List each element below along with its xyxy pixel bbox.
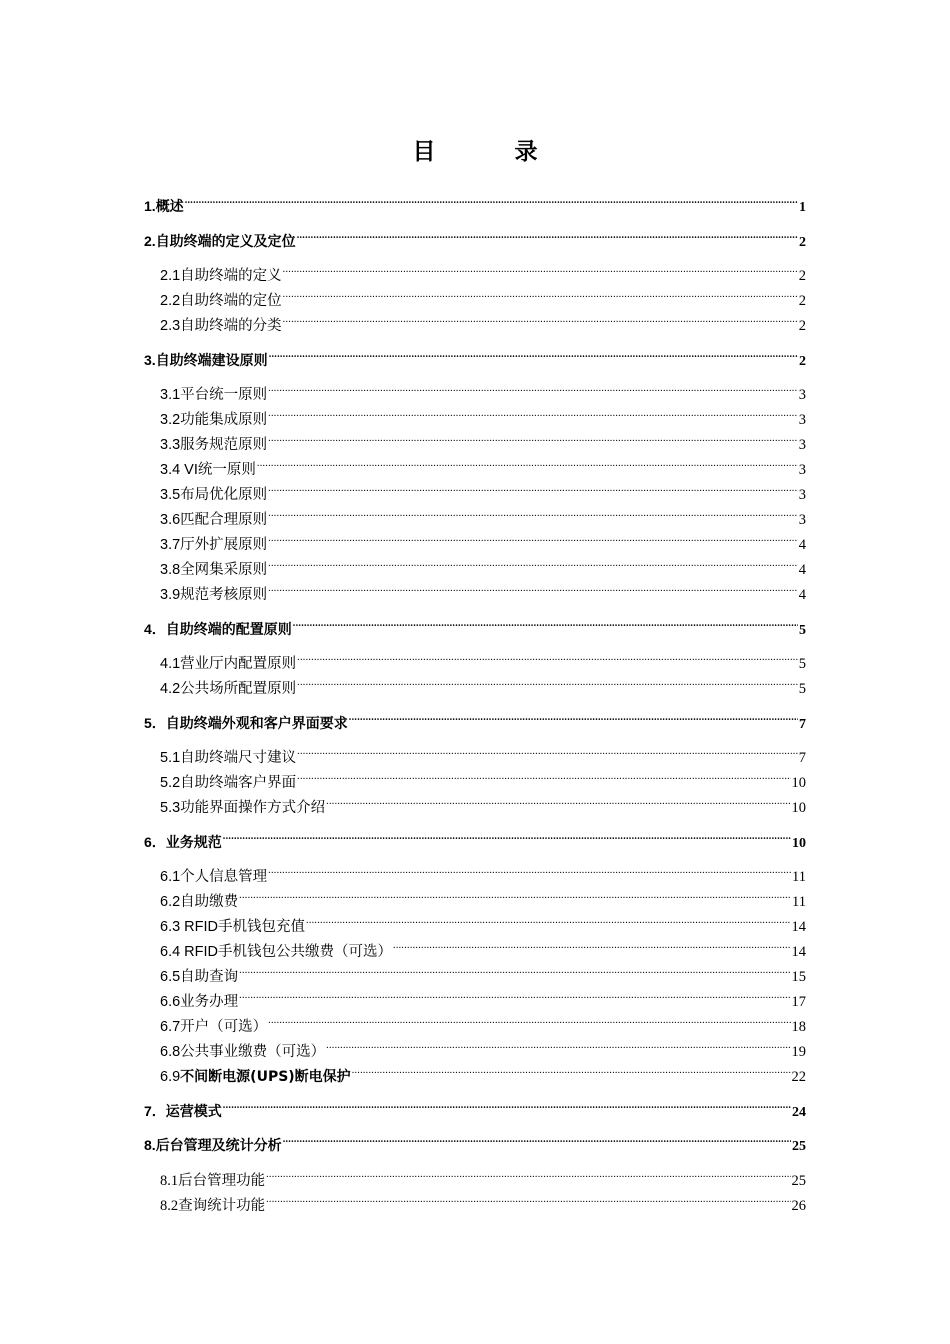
toc-entry-title: 全网集采原则	[180, 562, 268, 578]
toc-entry-page-number: 22	[791, 1069, 806, 1085]
dot-leader	[352, 1056, 791, 1081]
toc-entry-title: 自助终端建设原则	[155, 352, 268, 369]
toc-entry-title: 公共场所配置原则	[180, 681, 297, 697]
toc-entry-title: 自助终端的定义	[180, 268, 282, 284]
dot-leader	[266, 1185, 790, 1210]
toc-entry-page-number: 15	[791, 969, 806, 985]
toc-chapter-entry[interactable]	[144, 340, 806, 369]
toc-entry-page-number: 7	[798, 750, 806, 766]
toc-entry-page-number: 2	[798, 293, 806, 309]
toc-entry-title: 开户（可选）	[180, 1019, 268, 1035]
toc-entry-page-number: 18	[791, 1019, 806, 1035]
toc-entry-page-number: 4	[798, 537, 806, 553]
dot-leader	[326, 1031, 790, 1056]
toc-entry-title: 自助终端的定位	[180, 293, 282, 309]
toc-section-entry[interactable]	[144, 737, 806, 766]
toc-entry-number: 6.9	[160, 1069, 181, 1085]
toc-entry-title: 手机钱包公共缴费（可选）	[218, 944, 393, 960]
dot-leader	[268, 399, 798, 424]
toc-entry-page-number: 1	[799, 200, 806, 215]
toc-entry-number: 6.3 RFID	[160, 919, 219, 935]
toc-entry-page-number: 3	[798, 437, 806, 453]
dot-leader	[268, 474, 798, 499]
toc-entry-number: 3.4 VI	[160, 462, 198, 478]
toc-entry-number: 4．	[144, 620, 166, 637]
dot-leader	[268, 574, 798, 599]
dot-leader	[393, 931, 790, 956]
toc-entry-number: 6.2	[160, 894, 181, 910]
page-title: 目 录	[412, 139, 566, 165]
toc-entry-page-number: 4	[798, 587, 806, 603]
toc-chapter-entry[interactable]	[144, 822, 806, 851]
toc-entry-title: 功能集成原则	[180, 412, 268, 428]
toc-entry-number: 3.8	[160, 562, 181, 578]
dot-leader	[306, 906, 790, 931]
toc-entry-page-number: 14	[791, 919, 806, 935]
toc-entry-title: 布局优化原则	[180, 487, 268, 503]
toc-entry-title: 公共事业缴费（可选）	[180, 1044, 326, 1060]
dot-leader	[268, 856, 791, 881]
dot-leader	[239, 956, 790, 981]
toc-entry-number: 3.6	[160, 512, 181, 528]
dot-leader	[269, 340, 798, 365]
toc-entry-number: 3.3	[160, 437, 181, 453]
toc-entry-title: 业务规范	[165, 834, 222, 851]
toc-entry-title: 自助缴费	[180, 894, 239, 910]
toc-entry-title: 手机钱包充值	[218, 919, 306, 935]
toc-entry-title: 服务规范原则	[180, 437, 268, 453]
dot-leader	[268, 499, 798, 524]
toc-entry-number: 6.1	[160, 869, 181, 885]
toc-entry-title: 自助终端的定义及定位	[155, 233, 296, 250]
toc-entry-title: 自助终端尺寸建议	[180, 750, 297, 766]
toc-entry-number: 6.5	[160, 969, 181, 985]
toc-entry-number: 7．	[144, 1102, 166, 1119]
toc-entry-number: 4.1	[160, 656, 181, 672]
dot-leader	[283, 255, 798, 280]
toc-entry-number: 6.6	[160, 994, 181, 1010]
toc-entry-page-number: 2	[798, 318, 806, 334]
toc-entry-page-number: 2	[798, 268, 806, 284]
toc-entry-page-number: 10	[791, 775, 806, 791]
toc-entry-page-number: 3	[798, 412, 806, 428]
toc-section-entry[interactable]	[144, 255, 806, 284]
toc-entry-page-number: 10	[792, 835, 806, 851]
dot-leader	[297, 762, 790, 787]
dot-leader	[349, 703, 798, 728]
toc-section-entry[interactable]	[144, 643, 806, 672]
toc-entry-number: 2.3	[160, 318, 181, 334]
toc-entry-page-number: 7	[799, 716, 806, 732]
toc-chapter-entry[interactable]	[144, 609, 806, 638]
toc-entry-page-number: 3	[798, 487, 806, 503]
toc-entry-page-number: 5	[798, 681, 806, 697]
toc-entry-title: 功能界面操作方式介绍	[180, 800, 326, 816]
toc-entry-title: 不间断电源(UPS)断电保护	[180, 1069, 351, 1085]
toc-entry-title: 业务办理	[180, 994, 239, 1010]
toc-entry-title: 运营模式	[165, 1103, 222, 1120]
dot-leader	[297, 643, 798, 668]
toc-entry-page-number: 11	[792, 894, 806, 910]
toc-section-entry[interactable]	[144, 981, 806, 1010]
toc-section-entry[interactable]	[144, 956, 806, 985]
toc-entry-number: 5．	[144, 714, 166, 731]
toc-entry-title: 平台统一原则	[180, 387, 268, 403]
dot-leader	[239, 881, 791, 906]
toc-entry-number: 3.5	[160, 487, 181, 503]
toc-entry-number: 5.3	[160, 800, 181, 816]
dot-leader	[297, 221, 798, 246]
toc-entry-number: 6.7	[160, 1019, 181, 1035]
toc-entry-page-number: 5	[798, 656, 806, 672]
toc-entry-page-number: 25	[792, 1139, 806, 1154]
toc-entry-page-number: 17	[791, 994, 806, 1010]
toc-entry-number: 2.1	[160, 268, 181, 284]
toc-entry-number: 3.9	[160, 587, 181, 603]
toc-entry-title: 自助终端的配置原则	[165, 621, 292, 638]
toc-entry-page-number: 3	[798, 512, 806, 528]
dot-leader	[223, 822, 791, 847]
toc-section-entry[interactable]	[144, 1006, 806, 1035]
dot-leader	[257, 449, 798, 474]
toc-entry-number: 1.	[144, 198, 156, 214]
table-of-contents	[144, 186, 806, 1214]
toc-entry-number: 5.1	[160, 750, 181, 766]
toc-entry-number: 6.4 RFID	[160, 944, 219, 960]
toc-entry-page-number: 3	[798, 387, 806, 403]
toc-chapter-entry[interactable]	[144, 186, 806, 215]
toc-entry-title: 营业厅内配置原则	[180, 656, 297, 672]
toc-chapter-entry[interactable]	[144, 1125, 806, 1154]
toc-entry-number: 2.	[144, 232, 156, 249]
dot-leader	[283, 280, 798, 305]
toc-entry-number: 8.1	[160, 1172, 179, 1189]
toc-entry-title: 统一原则	[197, 462, 256, 478]
dot-leader	[223, 1091, 791, 1116]
toc-entry-title: 匹配合理原则	[180, 512, 268, 528]
dot-leader	[297, 737, 798, 762]
dot-leader	[239, 981, 790, 1006]
toc-entry-number: 8.2	[160, 1197, 179, 1214]
toc-entry-title: 概述	[155, 199, 184, 215]
toc-entry-page-number: 24	[792, 1104, 806, 1120]
dot-leader	[268, 374, 798, 399]
toc-entry-page-number: 5	[799, 622, 806, 638]
toc-section-entry[interactable]	[144, 1160, 806, 1189]
toc-section-entry[interactable]	[144, 374, 806, 403]
toc-entry-page-number: 2	[799, 353, 806, 369]
toc-entry-title: 自助查询	[180, 969, 239, 985]
toc-entry-page-number: 26	[791, 1197, 806, 1214]
toc-entry-number: 2.2	[160, 293, 181, 309]
toc-section-entry[interactable]	[144, 881, 806, 910]
toc-entry-number: 8.	[144, 1137, 156, 1153]
toc-section-entry[interactable]	[144, 856, 806, 885]
toc-section-entry[interactable]	[144, 906, 806, 935]
toc-entry-title: 后台管理功能	[178, 1172, 266, 1189]
toc-entry-title: 自助终端外观和客户界面要求	[165, 715, 348, 732]
toc-entry-page-number: 4	[798, 562, 806, 578]
toc-entry-number: 3.2	[160, 412, 181, 428]
dot-leader	[185, 186, 798, 211]
toc-chapter-entry[interactable]	[144, 221, 806, 250]
toc-entry-page-number: 3	[798, 462, 806, 478]
toc-entry-title: 自助终端的分类	[180, 318, 282, 334]
toc-entry-number: 6.8	[160, 1044, 181, 1060]
toc-entry-page-number: 10	[791, 800, 806, 816]
dot-leader	[268, 424, 798, 449]
toc-entry-number: 4.2	[160, 681, 181, 697]
toc-entry-page-number: 2	[799, 234, 806, 250]
toc-chapter-entry[interactable]	[144, 1091, 806, 1120]
dot-leader	[326, 787, 790, 812]
dot-leader	[283, 305, 798, 330]
toc-entry-number: 3.1	[160, 387, 181, 403]
toc-entry-page-number: 11	[792, 869, 806, 885]
dot-leader	[283, 1125, 791, 1150]
toc-entry-page-number: 14	[791, 944, 806, 960]
toc-entry-number: 3.	[144, 351, 156, 368]
dot-leader	[268, 1006, 790, 1031]
dot-leader	[268, 549, 798, 574]
dot-leader	[293, 609, 798, 634]
toc-entry-title: 规范考核原则	[180, 587, 268, 603]
toc-entry-page-number: 19	[791, 1044, 806, 1060]
toc-entry-title: 自助终端客户界面	[180, 775, 297, 791]
dot-leader	[268, 524, 798, 549]
toc-entry-number: 3.7	[160, 537, 181, 553]
dot-leader	[297, 668, 798, 693]
toc-entry-title: 个人信息管理	[180, 869, 268, 885]
dot-leader	[266, 1160, 790, 1185]
toc-entry-number: 6．	[144, 833, 166, 850]
toc-chapter-entry[interactable]	[144, 703, 806, 732]
toc-entry-page-number: 25	[791, 1172, 806, 1189]
toc-entry-title: 查询统计功能	[178, 1197, 266, 1214]
toc-entry-number: 5.2	[160, 775, 181, 791]
toc-entry-title: 后台管理及统计分析	[155, 1138, 282, 1154]
toc-entry-title: 厅外扩展原则	[180, 537, 268, 553]
